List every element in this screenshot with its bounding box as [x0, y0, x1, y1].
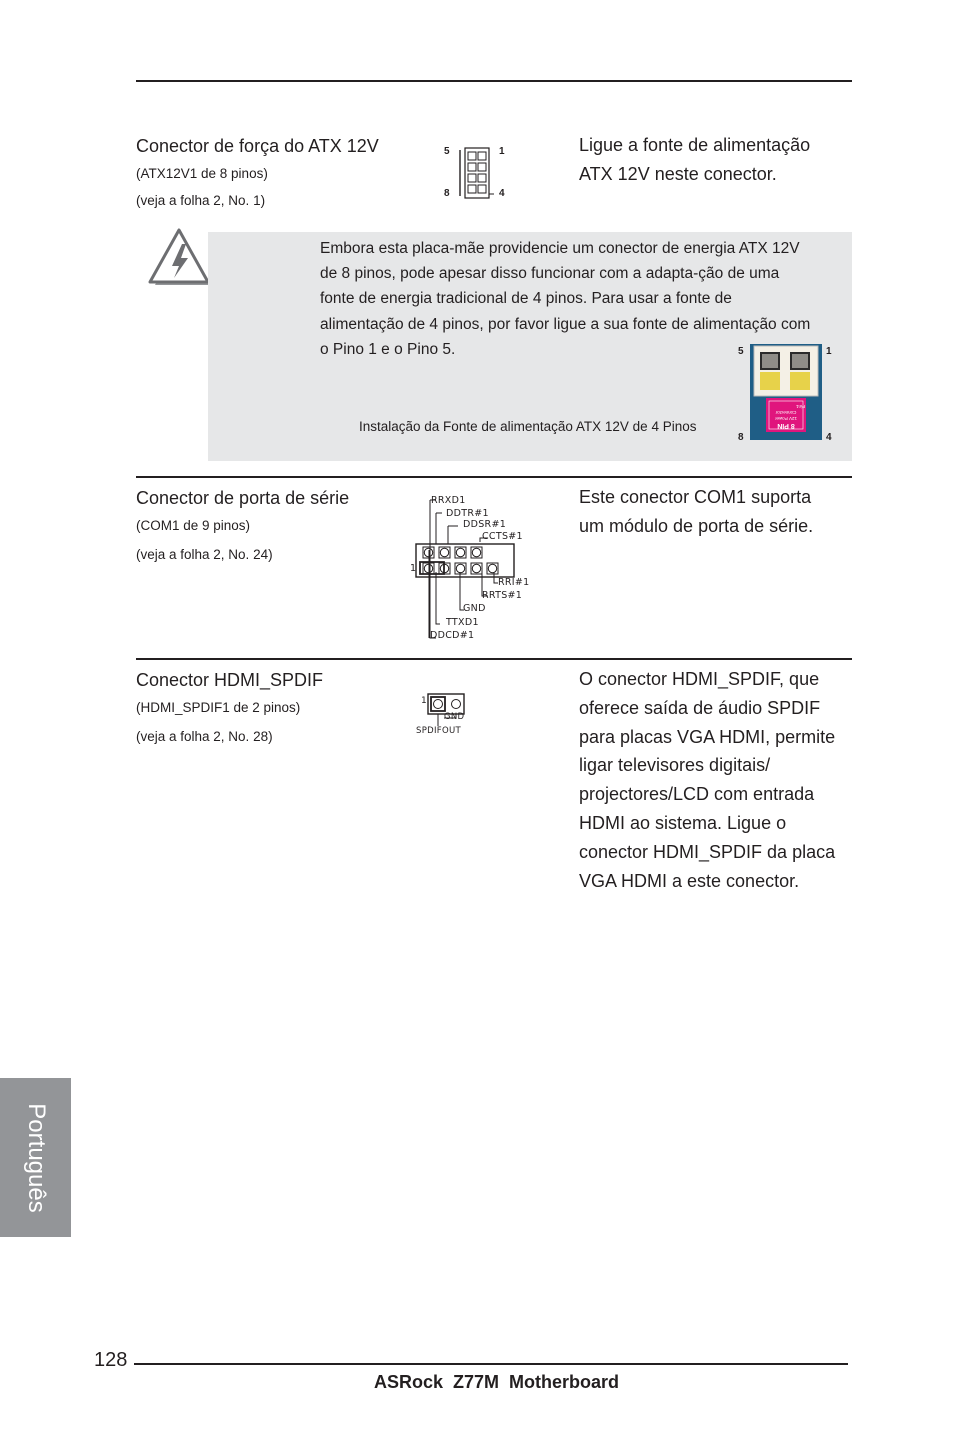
serial-label-ccts: CCTS#1: [482, 531, 523, 542]
footer-brand: ASRock Z77M Motherboard: [374, 1372, 620, 1392]
top-rule: [136, 80, 852, 82]
atx-sub-ref: (veja a folha 2, No. 1): [136, 193, 266, 208]
serial-label-ddcd: DDCD#1: [430, 630, 475, 641]
serial-label-ttxd: TTXD1: [446, 617, 479, 628]
hdmi-desc-line: VGA HDMI a este conector.: [579, 870, 800, 891]
note-line: o Pino 1 e o Pino 5.: [320, 340, 456, 358]
serial-label-ddtr: DDTR#1: [446, 508, 489, 519]
atx-description: [579, 131, 810, 189]
photo-label-line: 12V Power: [775, 416, 798, 421]
hdmi-title: Conector HDMI_SPDIF: [136, 670, 324, 690]
atx-pin-8: 8: [444, 188, 450, 199]
hdmi-spdifout-label: SPDIFOUT: [416, 726, 461, 736]
photo-pin-5: 5: [738, 346, 744, 357]
atx-connector-photo: [736, 342, 836, 444]
serial-pin-1-label: 1: [410, 563, 417, 574]
hdmi-description: [579, 665, 835, 895]
note-box: [208, 232, 852, 461]
hdmi-desc-line: projectores/LCD com entrada: [579, 784, 815, 805]
warning-icon: [146, 226, 212, 288]
note-caption: Instalação da Fonte de alimentação ATX 12V de 4 Pinos: [359, 419, 697, 434]
photo-label-line: Pin1: [795, 404, 805, 409]
serial-desc-line: Este conector COM1 suporta: [579, 487, 812, 507]
hdmi-desc-line: O conector HDMI_SPDIF, que: [579, 669, 820, 689]
atx-pin-4: 4: [499, 188, 505, 199]
footer-rule: [134, 1363, 848, 1365]
atx-connector-diagram: [440, 142, 512, 204]
serial-label-ddsr: DDSR#1: [463, 519, 507, 530]
page-number: 128: [94, 1349, 128, 1371]
atx-pin-1: 1: [499, 146, 505, 157]
hdmi-desc-line: oferece saída de áudio SPDIF: [579, 697, 821, 718]
hdmi-gnd-label: GND: [444, 712, 465, 722]
serial-connector-diagram: [408, 490, 538, 644]
atx-sub-pins: (ATX12V1 de 8 pinos): [136, 166, 268, 181]
section-rule: [136, 658, 852, 660]
hdmi-sub-pins: (HDMI_SPDIF1 de 2 pinos): [136, 700, 301, 715]
hdmi-desc-line: HDMI ao sistema. Ligue o: [579, 812, 787, 833]
note-line: fonte de energia tradicional de 4 pinos. Para usar a fonte de: [320, 290, 732, 308]
note-line: de 8 pinos, pode apesar disso funcionar com a adapta-ção de uma: [320, 265, 780, 283]
serial-label-rrts: RRTS#1: [482, 590, 523, 601]
note-line: Embora esta placa-mãe providencie um conector de energia ATX 12V: [320, 240, 800, 257]
photo-pin-8: 8: [738, 432, 744, 443]
photo-pink-label: [767, 399, 805, 429]
atx-title: Conector de força do ATX 12V: [136, 136, 379, 156]
photo-label-line: 8 PIN: [777, 422, 795, 429]
serial-sub-pins: (COM1 de 9 pinos): [136, 518, 251, 533]
hdmi-desc-line: conector HDMI_SPDIF da placa: [579, 841, 836, 862]
language-tab-label: Português: [22, 1102, 50, 1213]
atx-desc-line: ATX 12V neste conector.: [579, 163, 777, 184]
serial-label-rrxd: RRXD1: [431, 495, 466, 506]
serial-desc-line: um módulo de porta de série.: [579, 515, 814, 536]
photo-label-line: Connector: [775, 410, 797, 415]
atx-pin-5: 5: [444, 146, 450, 157]
hdmi-desc-line: para placas VGA HDMI, permite: [579, 726, 836, 747]
photo-pin-4: 4: [826, 432, 832, 443]
note-line: alimentação de 4 pinos, por favor ligue a sua fonte de alimentação com: [320, 315, 811, 333]
language-tab: [0, 1078, 71, 1237]
hdmi-connector-diagram: [414, 690, 494, 740]
serial-label-rri: RRI#1: [498, 577, 530, 588]
hdmi-desc-line: ligar televisores digitais/: [579, 755, 771, 776]
serial-label-gnd: GND: [463, 603, 486, 614]
hdmi-sub-ref: (veja a folha 2, No. 28): [136, 729, 273, 744]
serial-title: Conector de porta de série: [136, 488, 350, 508]
atx-pin-grid: [456, 146, 496, 200]
atx-desc-line: Ligue a fonte de alimentação: [579, 135, 811, 155]
section-rule: [136, 476, 852, 478]
serial-description: [579, 483, 813, 541]
photo-pin-1: 1: [826, 346, 832, 357]
hdmi-pin-1-label: 1: [421, 696, 428, 706]
serial-sub-ref: (veja a folha 2, No. 24): [136, 547, 273, 562]
